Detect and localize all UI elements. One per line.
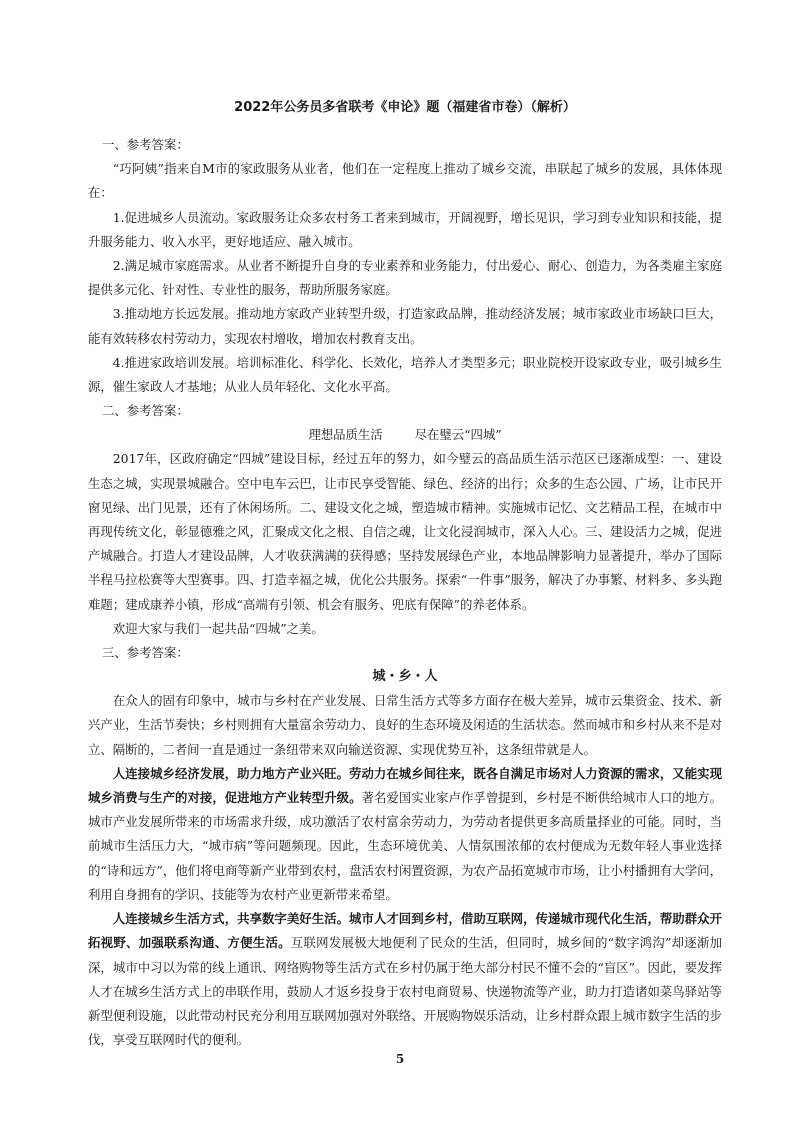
- section-1-intro: “巧阿姨”指来自M市的家政服务从业者，他们在一定程度上推动了城乡交流，串联起了城乡的发展，具体体现在：: [88, 161, 722, 201]
- section-3-para-2: [88, 762, 722, 907]
- section-1-heading: 一、参考答案：: [102, 137, 189, 152]
- section-2-article-title: [88, 423, 722, 447]
- section-1-item-3: 3.推动地方长远发展。推动地方家政产业转型升级，打造家政品牌，推动经济发展；城市家政业市场缺口巨大，能有效转移农村劳动力，实现农村增收，增加农村教育支出。: [88, 306, 722, 346]
- section-3-para-1: 在众人的固有印象中，城市与乡村在产业发展、日常生活方式等多方面存在极大差异，城市云集资金、技术、新兴产业，生活节奏快；乡村则拥有大量富余劳动力、良好的生态环境及闲适的生活状态。然而城市和乡村从来不是对立、隔断的，二者间一直是通过一条纽带来双向输送资源、实现优势互补，这条纽带就是人。: [88, 693, 722, 757]
- section-2-body: 2017年，区政府确定“四城”建设目标，经过五年的努力，如今璧云的高品质生活示范区已逐渐成型：一、建设生态之城，实现景城融合。空中电车云巴，让市民享受智能、绿色、经济的出行；众多的生态公园、广场，让市民开窗见绿、出门见景，还有了休闲场所。二、建设文化之城，塑造城市精神。实施城市记忆、文艺精品工程，在城市中再现传统文化，彰显德雅之风，汇聚成文化之根、自信之魂，让文化浸润城市，深入人心。三、建设活力之城，促进产城融合。打造人才建设品牌，人才收获满满的获得感；坚持发展绿色产业，本地品牌影响力显著提升，举办了国际半程马拉松赛等大型赛事。四、打造幸福之城，优化公共服务。探索“一件事”服务，解决了办事繁、材料多、多头跑难题；建成康养小镇，形成“高端有引领、机会有服务、兜底有保障”的养老体系。: [88, 451, 722, 612]
- section-3-article-title: 城・乡・人: [372, 669, 438, 685]
- document-page: [88, 96, 722, 1052]
- article-title-right: 尽在璧云“四城”: [414, 427, 502, 443]
- para-3-thesis: 人连接城乡生活方式，共享数字美好生活。城市人才回到乡村，借助互联网，传递城市现代化生活，帮助群众开拓视野、加强联系沟通、方便生活。: [88, 911, 722, 951]
- section-2-closing: 欢迎大家与我们一起共品“四城”之美。: [112, 620, 324, 636]
- para-2-body: 著名爱国实业家卢作孚曾提到，乡村是不断供给城市人口的地方。城市产业发展所带来的市场需求升级，成功激活了农村富余劳动力，为劳动者提供更多高质量择业的可能。同时，当前城市生活压力大，“城市病”等问题频现。因此，生态环境优美、人情氛围浓郁的农村便成为无数年轻人事业选择的“诗和远方”，他们将电商等新产业带到农村，盘活农村闲置资源，为农产品拓宽城市市场，让小村播拥有大学问，利用自身拥有的学识、技能等为农村产业更新带来希望。: [88, 790, 723, 902]
- article-title-left: 理想品质生活: [308, 427, 383, 443]
- section-3-para-3: [88, 907, 722, 1052]
- section-3-heading: 三、参考答案：: [102, 645, 189, 661]
- section-1-item-1: 1.促进城乡人员流动。家政服务让众多农村务工者来到城市，开阔视野，增长见识，学习到专业知识和技能，提升服务能力、收入水平，更好地适应、融入城市。: [88, 209, 722, 249]
- page-number: 5: [395, 1052, 405, 1066]
- para-3-body: 互联网发展极大地便利了民众的生活，但同时，城乡间的“数字鸿沟”却逐渐加深，城市中习以为常的线上通讯、网络购物等生活方式在乡村仍属于绝大部分村民不懂不会的“盲区”。因此，要发挥人才在城乡生活方式上的串联作用，鼓励人才返乡投身于农村电商贸易、快递物流等产业，助力打造诸如菜鸟驿站等新型便利设施，以此带动村民充分利用互联网加强对外联络、开展购物娱乐活动，让乡村群众跟上城市数字生活的步伐，享受互联网时代的便利。: [88, 935, 723, 1048]
- section-2-heading: 二、参考答案：: [102, 403, 189, 419]
- para-2-thesis: 人连接城乡经济发展，助力地方产业兴旺。劳动力在城乡间往来，既各自满足市场对人力资源的需求，又能实现城乡消费与生产的对接，促进地方产业转型升级。: [88, 765, 722, 806]
- section-1-item-4: 4.推进家政培训发展。培训标准化、科学化、长效化，培养人才类型多元；职业院校开设家政专业，吸引城乡生源，催生家政人才基地；从业人员年轻化、文化水平高。: [88, 354, 722, 395]
- section-1-item-2: 2.满足城市家庭需求。从业者不断提升自身的专业素养和业务能力，付出爱心、耐心、创造力，为各类雇主家庭提供多元化、针对性、专业性的服务，帮助所服务家庭。: [88, 258, 722, 298]
- document-title: 2022年公务员多省联考《申论》题（福建省市卷）（解析）: [234, 100, 576, 115]
